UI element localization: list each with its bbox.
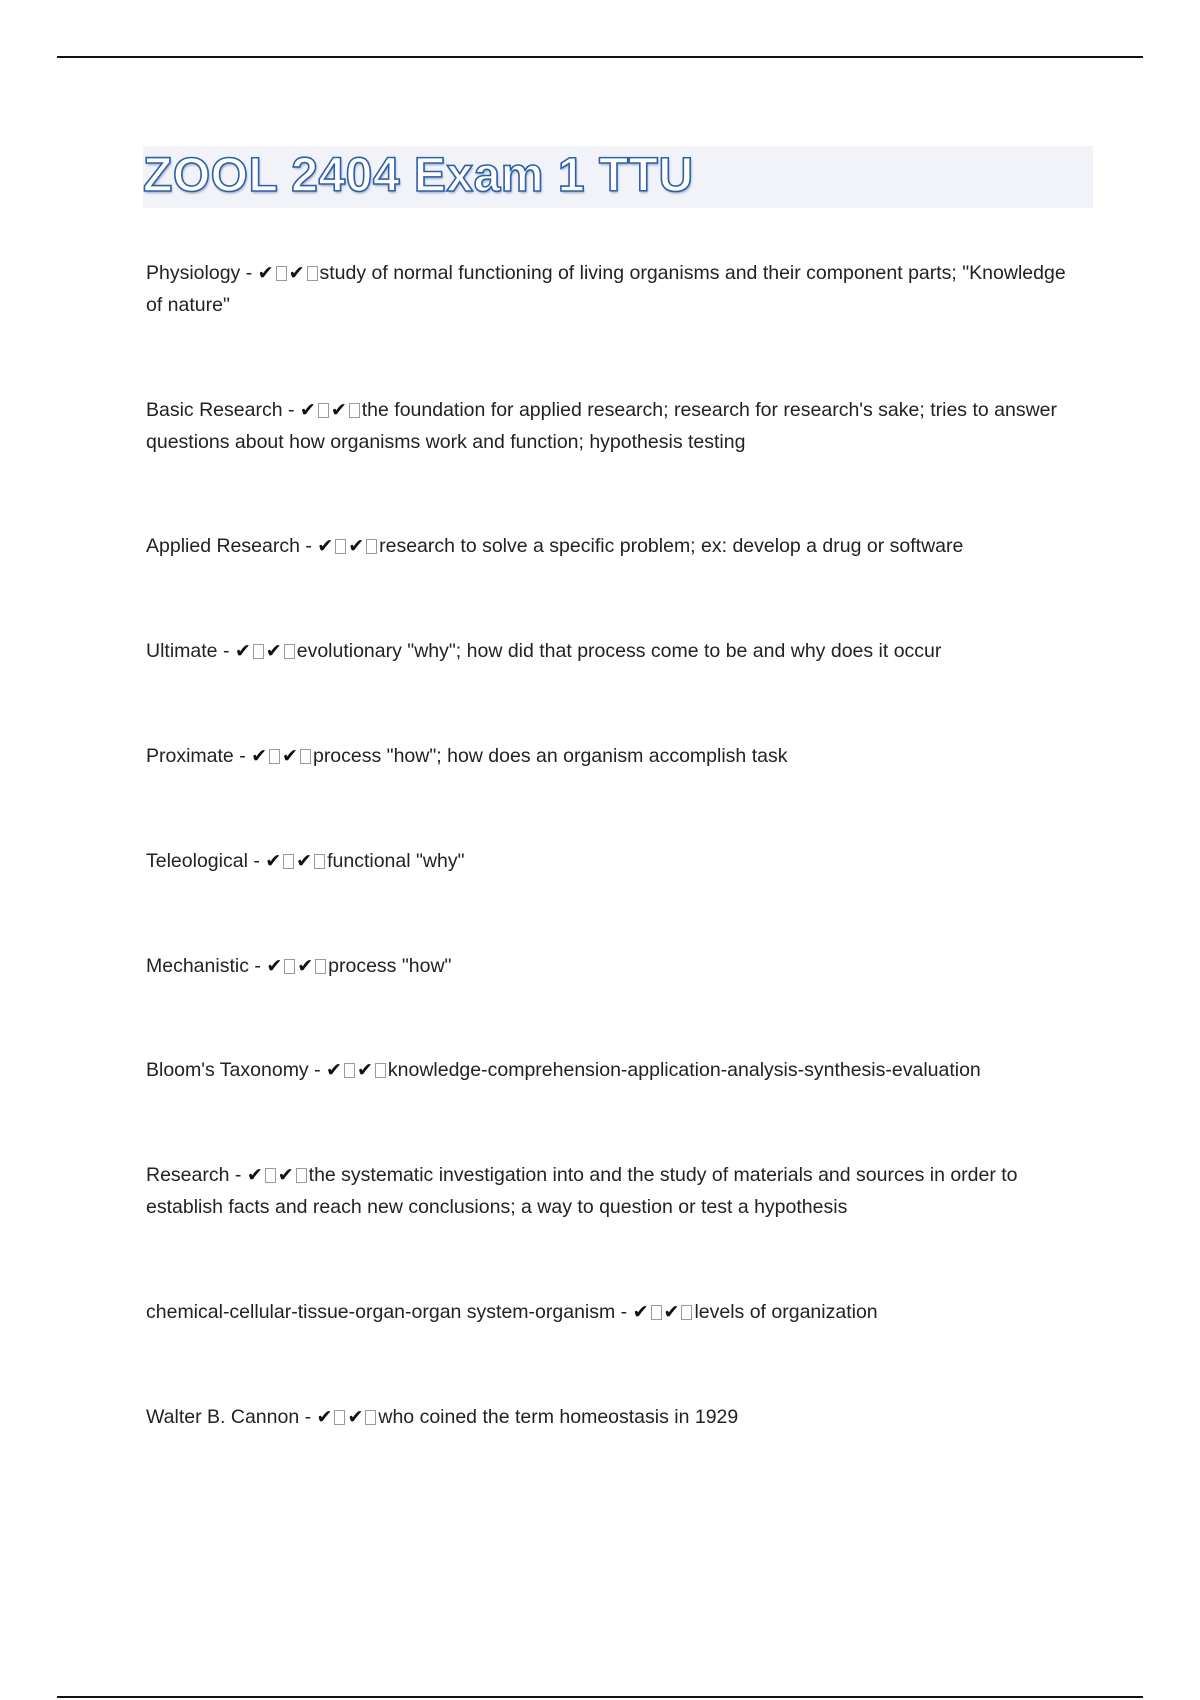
- missing-glyph-box-icon: [265, 1168, 276, 1183]
- title-banner: [143, 146, 1093, 208]
- check-icon: ✔: [265, 850, 282, 872]
- missing-glyph-box-icon: [335, 539, 346, 554]
- entry-term: Physiology: [146, 262, 241, 284]
- entry-separator: -: [229, 1164, 247, 1186]
- entry-definition: levels of organization: [694, 1301, 878, 1323]
- entry-term: Ultimate: [146, 640, 218, 662]
- check-icon: ✔: [663, 1301, 680, 1323]
- entry-definition: process "how": [328, 955, 452, 977]
- missing-glyph-box-icon: [349, 403, 360, 418]
- check-icon: ✔: [356, 1059, 373, 1081]
- entry-definition: the foundation for applied research; research for research's sake; tries to answer questions about how organisms work and function; hypothesis testing: [146, 399, 1057, 453]
- flashcard-entry: [146, 1296, 1086, 1328]
- check-icon: ✔: [246, 1164, 263, 1186]
- entry-definition: functional "why": [327, 850, 465, 872]
- missing-glyph-box-icon: [365, 1410, 376, 1425]
- check-icon: ✔: [234, 640, 251, 662]
- missing-glyph-box-icon: [307, 266, 318, 281]
- entry-term: chemical-cellular-tissue-organ-organ system-organism: [146, 1301, 616, 1323]
- missing-glyph-box-icon: [344, 1063, 355, 1078]
- check-icon: ✔: [251, 745, 268, 767]
- entry-definition: study of normal functioning of living organisms and their component parts; "Knowledge of nature": [146, 262, 1066, 316]
- entry-definition: process "how"; how does an organism accomplish task: [312, 745, 788, 767]
- flashcard-entry: [146, 635, 1086, 667]
- entry-term: Walter B. Cannon: [146, 1406, 300, 1428]
- entry-term: Applied Research: [146, 535, 300, 557]
- entry-term: Teleological: [146, 850, 248, 872]
- check-icon: ✔: [288, 262, 305, 284]
- entry-separator: -: [299, 1406, 317, 1428]
- missing-glyph-box-icon: [315, 959, 326, 974]
- entry-separator: -: [233, 745, 252, 767]
- check-icon: ✔: [347, 1406, 364, 1428]
- flashcard-entry: [146, 1159, 1086, 1223]
- check-icon: ✔: [348, 535, 365, 557]
- entry-term: Mechanistic: [146, 955, 249, 977]
- flashcard-entry: [146, 740, 1086, 772]
- entry-term: Research: [146, 1164, 230, 1186]
- entry-separator: -: [282, 399, 300, 421]
- missing-glyph-box-icon: [314, 854, 325, 869]
- check-icon: ✔: [330, 399, 347, 421]
- entry-definition: evolutionary "why"; how did that process come to be and why does it occur: [296, 640, 942, 662]
- check-icon: ✔: [282, 745, 298, 767]
- check-icon: ✔: [277, 1164, 294, 1186]
- missing-glyph-box-icon: [253, 644, 264, 659]
- entry-definition: knowledge-comprehension-application-analysis-synthesis-evaluation: [387, 1059, 981, 1081]
- entry-separator: -: [248, 955, 267, 977]
- flashcard-entry: [146, 1401, 1086, 1433]
- entry-definition: research to solve a specific problem; ex: develop a drug or software: [379, 535, 964, 557]
- missing-glyph-box-icon: [681, 1305, 692, 1320]
- check-icon: ✔: [265, 640, 282, 662]
- missing-glyph-box-icon: [296, 1168, 307, 1183]
- flashcard-entry: [146, 950, 1086, 982]
- flashcard-entry: [146, 845, 1086, 877]
- flashcard-entry: [146, 1054, 1086, 1086]
- entry-term: Proximate: [146, 745, 234, 767]
- entry-separator: -: [247, 850, 266, 872]
- missing-glyph-box-icon: [300, 749, 311, 764]
- missing-glyph-box-icon: [269, 749, 280, 764]
- check-icon: ✔: [299, 399, 316, 421]
- entry-separator: -: [299, 535, 318, 557]
- flashcard-entry: [146, 257, 1086, 321]
- flashcard-entry: [146, 394, 1086, 458]
- missing-glyph-box-icon: [651, 1305, 662, 1320]
- missing-glyph-box-icon: [276, 266, 287, 281]
- entry-separator: -: [615, 1301, 633, 1323]
- entry-separator: -: [240, 262, 258, 284]
- check-icon: ✔: [632, 1301, 649, 1323]
- entry-separator: -: [308, 1059, 327, 1081]
- check-icon: ✔: [266, 955, 283, 977]
- check-icon: ✔: [296, 850, 313, 872]
- document-title: ZOOL 2404 Exam 1 TTU: [143, 149, 694, 202]
- entry-separator: -: [217, 640, 235, 662]
- entry-definition: who coined the term homeostasis in 1929: [378, 1406, 739, 1428]
- missing-glyph-box-icon: [334, 1410, 345, 1425]
- missing-glyph-box-icon: [283, 854, 294, 869]
- top-rule: [57, 56, 1143, 58]
- check-icon: ✔: [326, 1059, 342, 1081]
- check-icon: ✔: [316, 1406, 333, 1428]
- bottom-rule: [57, 1696, 1143, 1698]
- entry-definition: the systematic investigation into and the study of materials and sources in order to establish facts and reach new conclusions; a way to question or test a hypothesis: [146, 1164, 1018, 1218]
- entry-term: Basic Research: [146, 399, 283, 421]
- missing-glyph-box-icon: [375, 1063, 386, 1078]
- missing-glyph-box-icon: [318, 403, 329, 418]
- check-icon: ✔: [297, 955, 314, 977]
- flashcard-entry: [146, 530, 1086, 562]
- check-icon: ✔: [317, 535, 334, 557]
- missing-glyph-box-icon: [366, 539, 377, 554]
- check-icon: ✔: [257, 262, 274, 284]
- missing-glyph-box-icon: [284, 644, 295, 659]
- entry-term: Bloom's Taxonomy: [146, 1059, 309, 1081]
- missing-glyph-box-icon: [284, 959, 295, 974]
